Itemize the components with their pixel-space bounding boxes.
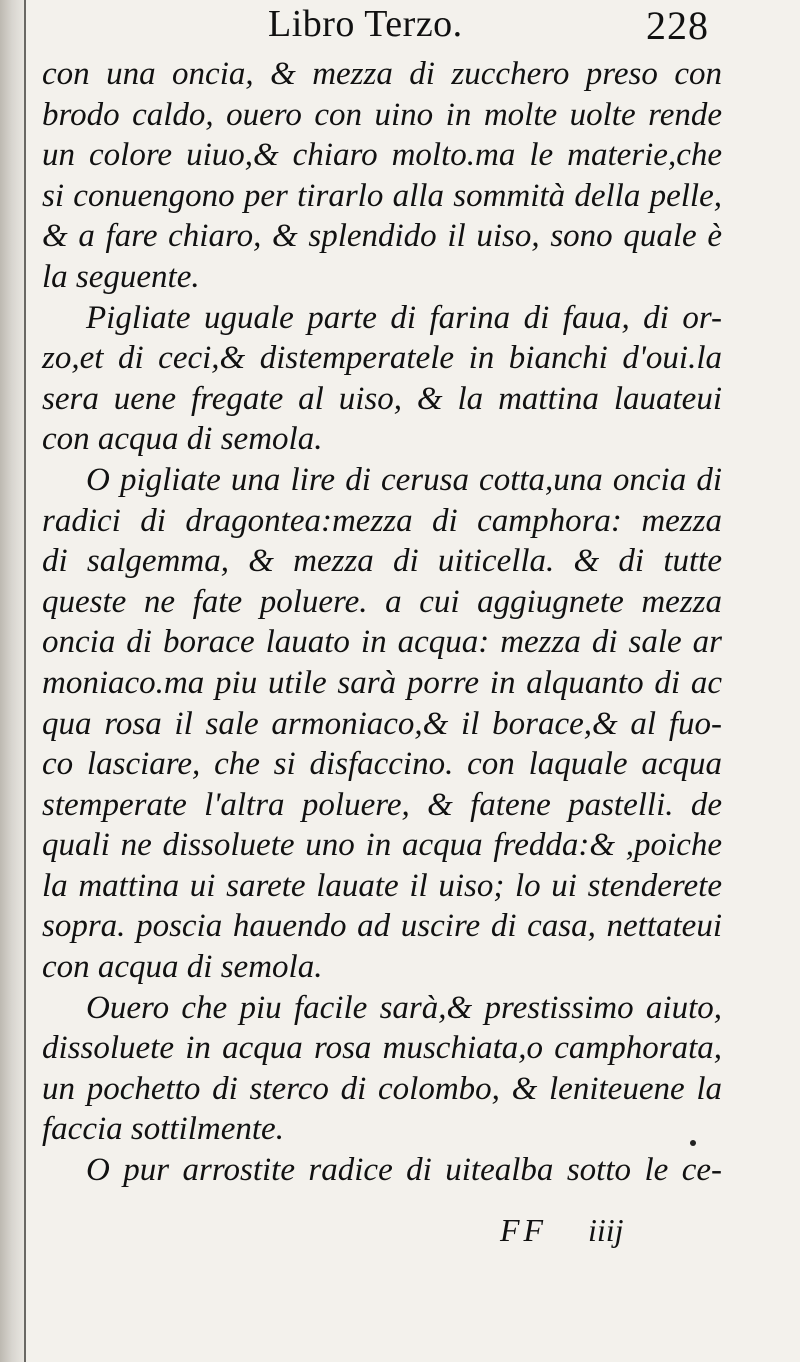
- paragraph-start-line: Pigliate uguale parte di farina di faua, di or-: [86, 299, 722, 336]
- ink-speck: [690, 1140, 696, 1146]
- text-line: co lasciare, che si disfaccino. con laquale acqua: [42, 746, 722, 783]
- gathering-signature: FF: [500, 1212, 548, 1248]
- text-line: sera uene fregate al uiso, & la mattina lauateui: [42, 380, 722, 417]
- text-line: con acqua di semola.: [42, 421, 323, 458]
- text-line: la seguente.: [42, 258, 200, 295]
- text-line: un colore uiuo,& chiaro molto.ma le materie,che: [42, 137, 722, 174]
- text-line: zo,et di ceci,& distemperatele in bianchi d'oui.la: [42, 340, 722, 377]
- text-line: dissoluete in acqua rosa muschiata,o camphorata,: [42, 1030, 722, 1067]
- text-line: faccia sottilmente.: [42, 1111, 284, 1148]
- text-line: queste ne fate poluere. a cui aggiugnete mezza: [42, 583, 722, 620]
- text-line: stemperate l'altra poluere, & fatene pastelli. de: [42, 786, 722, 823]
- paragraph-start-line: Ouero che piu facile sarà,& prestissimo aiuto,: [86, 989, 722, 1026]
- page-gutter: [0, 0, 26, 1362]
- page-number: 228: [646, 3, 709, 48]
- text-line: brodo caldo, ouero con uino in molte uolte rende: [42, 96, 722, 133]
- body-text: [42, 54, 722, 1191]
- text-line: con una oncia, & mezza di zucchero preso con: [42, 56, 722, 92]
- text-line: oncia di borace lauato in acqua: mezza di sale ar: [42, 624, 722, 661]
- text-line: sopra. poscia hauendo ad uscire di casa, nettateui: [42, 908, 722, 945]
- text-line: qua rosa il sale armoniaco,& il borace,& al fuo-: [42, 705, 722, 742]
- text-line: & a fare chiaro, & splendido il uiso, sono quale è: [42, 218, 722, 255]
- leaf-number: iiij: [588, 1212, 624, 1248]
- text-line: quali ne dissoluete uno in acqua fredda:& ,poiche: [42, 827, 722, 864]
- text-line: moniaco.ma piu utile sarà porre in alquanto di ac: [42, 664, 722, 701]
- text-line: la mattina ui sarete lauate il uiso; lo ui stenderete: [42, 867, 722, 904]
- running-head: [40, 0, 720, 52]
- text-line: si conuengono per tirarlo alla sommità della pelle,: [42, 177, 722, 214]
- signature-mark: [500, 1212, 680, 1252]
- text-line: un pochetto di sterco di colombo, & leniteuene la: [42, 1070, 722, 1107]
- text-line: radici di dragontea:mezza di camphora: mezza: [42, 502, 722, 539]
- paragraph-start-line: O pigliate una lire di cerusa cotta,una oncia di: [86, 461, 722, 498]
- text-line: con acqua di semola.: [42, 949, 323, 986]
- text-line: di salgemma, & mezza di uiticella. & di tutte: [42, 543, 722, 580]
- book-section-title: Libro Terzo.: [268, 3, 463, 45]
- paragraph-start-line: O pur arrostite radice di uitealba sotto le ce-: [86, 1152, 722, 1189]
- binding-edge: [24, 0, 26, 1362]
